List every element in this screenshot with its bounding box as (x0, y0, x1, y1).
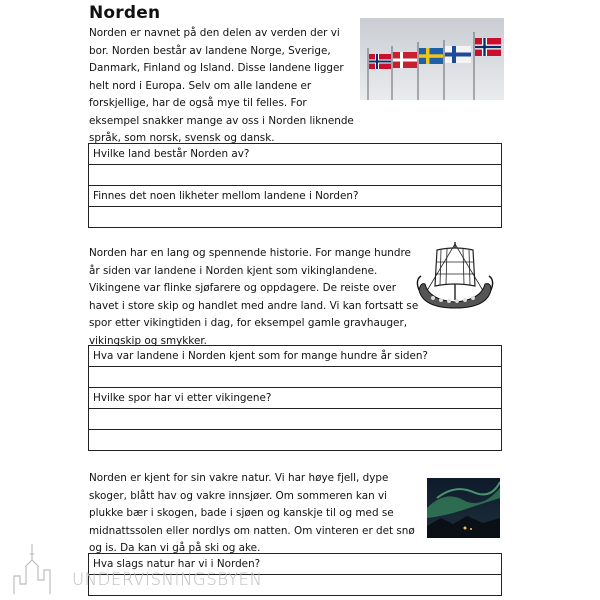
question-text: Hva slags natur har vi i Norden? (89, 554, 501, 575)
answer-line[interactable] (89, 367, 501, 388)
intro-paragraph: Norden er navnet på den delen av verden der vi bor. Norden består av landene Norge, Sverige, Danmark, Finland og Island. Disse landene ligger helt nord i Europa. Selv om alle landene er forskjellige, har de også mye til felles. For eksempel snakker mange av oss i Norden liknende språk, som norsk, svensk og dansk. (89, 27, 354, 144)
nordic-flags-image (360, 18, 504, 100)
answer-line[interactable] (89, 409, 501, 430)
page-title: Norden (89, 3, 161, 23)
nature-paragraph: Norden er kjent for sin vakre natur. Vi har høye fjell, dype skoger, blått hav og vakre innsjøer. Om sommeren kan vi plukke bær i skogen, bade i sjøen og kanskje til og med se midnattssolen eller nordlys om natten. Om vinteren er det snø og is. Da kan vi gå på ski og ake. (89, 472, 415, 554)
question-text: Hvilke spor har vi etter vikingene? (89, 388, 501, 409)
answer-line[interactable] (89, 165, 501, 186)
viking-ship-image (415, 238, 495, 318)
question-text: Hvilke land består Norden av? (89, 144, 501, 165)
question-box-2 (88, 345, 502, 451)
answer-line[interactable] (89, 430, 501, 451)
northern-lights-image (427, 478, 500, 538)
history-paragraph: Norden har en lang og spennende historie. For mange hundre år siden var landene i Norden kjent som vikinglandene. Vikingene var flinke sjøfarere og oppdagere. De reiste over havet i store skip og handlet med andre land. Vi kan fortsatt se spor etter vikingtiden i dag, for eksempel gamle gravhauger, vikingskip og smykker. (89, 247, 419, 347)
brand-wordmark: UNDERVISNINGSBYEN (72, 570, 263, 589)
question-text: Hva var landene i Norden kjent som for mange hundre år siden? (89, 346, 501, 367)
question-text: Finnes det noen likheter mellom landene i Norden? (89, 186, 501, 207)
question-box-1 (88, 143, 502, 228)
answer-line[interactable] (89, 207, 501, 228)
